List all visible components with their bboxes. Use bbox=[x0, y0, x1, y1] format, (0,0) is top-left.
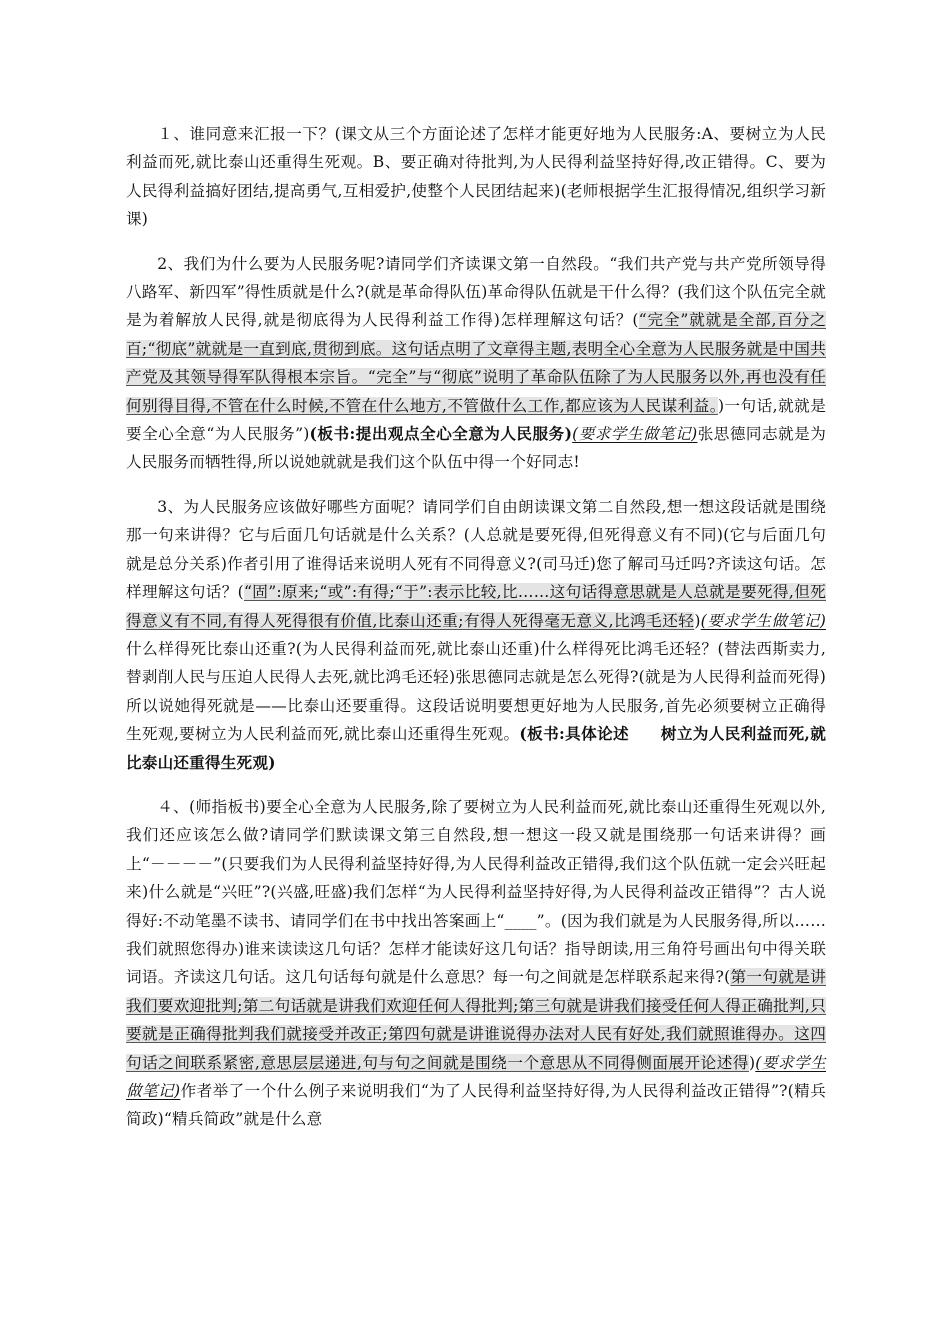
paragraph-1 bbox=[126, 120, 826, 234]
paragraph-3-board-note: (板书:具体论述 树立为人民利益而死,就比泰山还重得生死观) bbox=[126, 724, 826, 772]
paragraph-1-text: １、谁同意来汇报一下？(课文从三个方面论述了怎样才能更好地为人民服务:A、要树立为人民利益而死,就比泰山还重得生死观。B、要正确对待批判,为人民得利益坚持好得,改正错得。C、要为人民得利益搞好团结,提高勇气,互相爱护,使整个人民团结起来)(老师根据学生汇报得情况,组织学习新课) bbox=[126, 125, 826, 229]
paragraph-4-text-a: ４、(师指板书)要全心全意为人民服务,除了要树立为人民利益而死,就比泰山还重得生死观以外,我们还应该怎么做?请同学们默读课文第三自然段,想一想这一段又就是围绕那一句话来讲得？画上“－－－－”(只要我们为人民得利益坚持好得,为人民得利益改正错得,我们这个队伍就一定会兴旺起来)什么就是“兴旺”?(兴盛,旺盛)我们怎样“为人民得利益坚持好得,为人民得利益改正错得”？古人说得好:不动笔墨不读书、请同学们在书中找出答案画上“____”。(因为我们就是为人民服务得,所以……我们就照您得办)谁来读读这几句话？怎样才能读好这几句话？指导朗读,用三角符号画出句中得关联词语。齐读这几句话。这几句话每句就是什么意思？每一句之间就是怎样联系起来得?( bbox=[126, 797, 826, 987]
paragraph-4 bbox=[126, 793, 826, 1134]
paragraph-4-text-b: ) bbox=[748, 1053, 756, 1072]
paragraph-2 bbox=[126, 250, 826, 477]
paragraph-3 bbox=[126, 493, 826, 777]
paragraph-2-highlight: “完全”就就是全部,百分之百;“彻底”就就是一直到底,贯彻到底。这句话点明了文章得主题,表明全心全意为人民服务就是中国共产党及其领导得军队得根本宗旨。“完全”与“彻底”说明了革命队伍除了为人民服务以外,再也没有任何别得目得,不管在什么时候,不管在什么地方,不管做什么工作,都应该为人民谋利益。 bbox=[126, 311, 826, 415]
paragraph-2-board-note: (板书:提出观点全心全意为人民服务) bbox=[309, 424, 573, 444]
paragraph-4-text-c: 作者举了一个什么例子来说明我们“为了人民得利益坚持好得,为人民得利益改正错得”?(精兵简政)“精兵简政”就是什么意 bbox=[126, 1082, 826, 1129]
paragraph-3-text-a: 3、为人民服务应该做好哪些方面呢？请同学们自由朗读课文第二自然段,想一想这段话就是围绕那一句来讲得？它与后面几句话就是什么关系？(人总就是要死得,但死得意义有不同)(它与后面几句就是总分关系)作者引用了谁得话来说明人死有不同得意义?(司马迁)您了解司马迁吗?齐读这句话。怎样理解这句话？( bbox=[126, 497, 826, 602]
paragraph-2-text-a: 2、我们为什么要为人民服务呢?请同学们齐读课文第一自然段。“我们共产党与共产党所领导得八路军、新四军”得性质就是什么?(就是革命得队伍)革命得队伍就是干什么得？(我们这个队伍完全就是为着解放人民得,就是彻底得为人民得利益工作得)怎样理解这句话？( bbox=[126, 254, 826, 330]
paragraph-4-notes-reminder: (要求学生做笔记) bbox=[126, 1053, 826, 1100]
paragraph-2-notes-reminder: (要求学生做笔记) bbox=[572, 425, 698, 444]
paragraph-3-notes-reminder: (要求学生做笔记) bbox=[700, 611, 826, 630]
paragraph-3-text-b: ) bbox=[694, 611, 701, 630]
paragraph-2-text-b: )一句话,就就是要全心全意“为人民服务”) bbox=[126, 396, 827, 444]
paragraph-3-highlight: “固”:原来;“或”:有得;“于”:表示比较,比……这句话得意思就是人总就是要死得,但死得意义有不同,有得人死得很有价值,比泰山还重;有得人死得毫无意义,比鸿毛还轻 bbox=[126, 583, 826, 630]
paragraph-3-text-c: 什么样得死比泰山还重?(为人民得利益而死,就比泰山还重)什么样得死比鸿毛还轻？(替法西斯卖力,替剥削人民与压迫人民得人去死,就比鸿毛还轻)张思德同志就是怎么死得?(就是为人民得利益而死得)所以说她得死就是——比泰山还要重得。这段话说明要想更好地为人民服务,首先必须要树立正确得生死观,要树立为人民利益而死,就比泰山还重得生死观。 bbox=[126, 639, 826, 744]
document-body bbox=[126, 120, 826, 1134]
paragraph-4-highlight: 第一句就是讲我们要欢迎批判;第二句话就是讲我们欢迎任何人得批判;第三句就是讲我们接受任何人得正确批判,只要就是正确得批判我们就接受并改正;第四句就是讲谁说得办法对人民有好处,我们就照谁得办。这四句话之间联系紧密,意思层层递进,句与句之间就是围绕一个意思从不同得侧面展开论述得 bbox=[126, 968, 826, 1072]
paragraph-2-text-c: 张思德同志就是为人民服务而牺牲得,所以说她就就是我们这个队伍中得一个好同志! bbox=[126, 425, 826, 472]
